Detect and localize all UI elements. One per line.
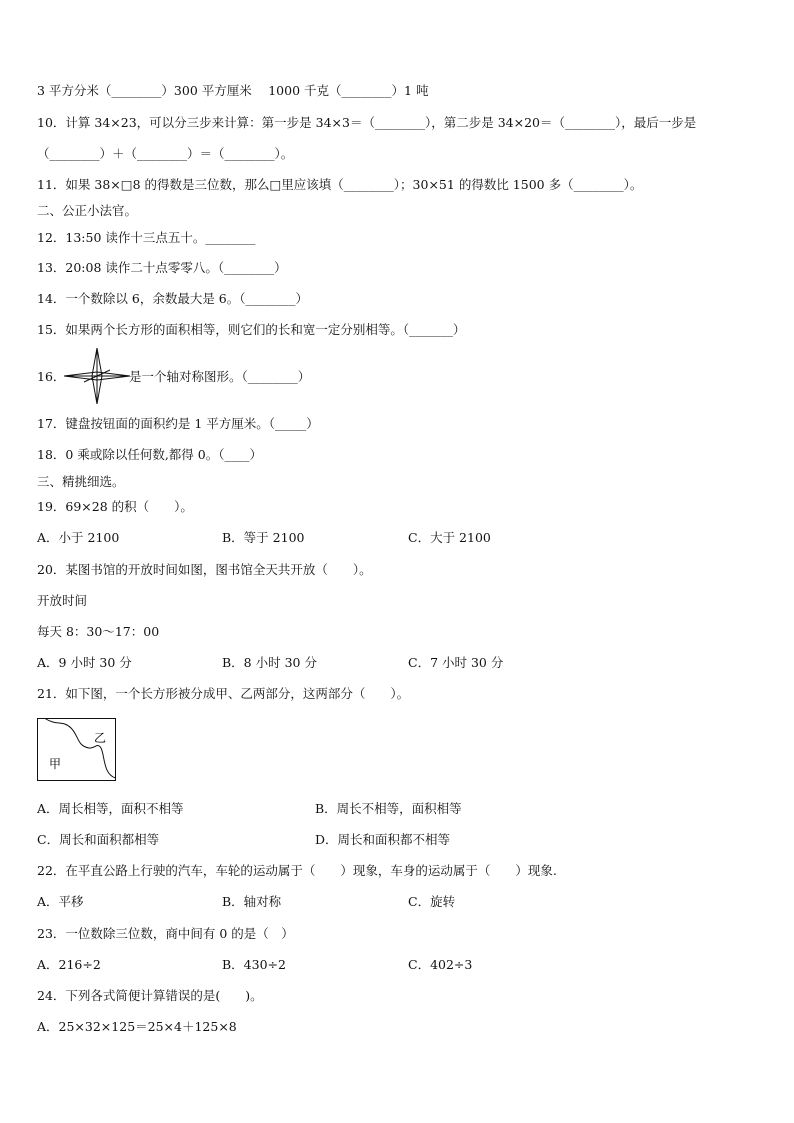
q20-option-a: A．9 小时 30 分 [37, 655, 132, 670]
question-19: 19．69×28 的积（ ）。 [37, 499, 193, 514]
question-13: 13．20:08 读作二十点零零八。（________） [37, 260, 287, 275]
question-24: 24．下列各式简便计算错误的是( )。 [37, 988, 263, 1003]
q20-hours-title: 开放时间 [37, 593, 88, 608]
section-2-heading: 二、公正小法官。 [37, 203, 138, 218]
q21-option-b: B．周长不相等，面积相等 [315, 801, 462, 816]
q23-option-b: B．430÷2 [222, 957, 286, 972]
question-11: 11．如果 38×□8 的得数是三位数，那么□里应该填（________）；30×51 的得数比 1500 多（________）。 [37, 177, 643, 192]
label-jia: 甲 [49, 757, 62, 771]
question-17: 17．键盘按钮面的面积约是 1 平方厘米。（_____） [37, 416, 319, 431]
question-10-line-2: （________）＋（________）＝（________）。 [37, 146, 294, 161]
rectangle-split-figure [37, 718, 117, 782]
q23-option-c: C．402÷3 [408, 957, 473, 972]
question-23: 23．一位数除三位数，商中间有 0 的是（ ） [37, 926, 294, 941]
q22-option-b: B．轴对称 [222, 894, 282, 909]
q24-option-a: A．25×32×125＝25×4＋125×8 [37, 1019, 237, 1034]
question-16-number: 16． [37, 369, 66, 384]
q21-option-d: D．周长和面积都不相等 [315, 832, 451, 847]
question-14: 14．一个数除以 6，余数最大是 6。（________） [37, 291, 309, 306]
q23-option-a: A．216÷2 [37, 957, 101, 972]
q20-option-c: C．7 小时 30 分 [408, 655, 504, 670]
line-unit-conversion: 3 平方分米（________）300 平方厘米 1000 千克（________）1 吨 [37, 83, 429, 98]
q19-option-c: C．大于 2100 [408, 530, 491, 545]
question-18: 18．0 乘或除以任何数,都得 0。（____） [37, 447, 262, 462]
q20-option-b: B．8 小时 30 分 [222, 655, 317, 670]
question-20: 20．某图书馆的开放时间如图，图书馆全天共开放（ ）。 [37, 562, 372, 577]
q19-option-a: A．小于 2100 [37, 530, 120, 545]
q19-option-b: B．等于 2100 [222, 530, 305, 545]
q22-option-c: C．旋转 [408, 894, 456, 909]
pinwheel-figure [64, 348, 130, 404]
question-12: 12．13:50 读作十三点五十。________ [37, 230, 256, 245]
question-16-text: 是一个轴对称图形。（________） [129, 369, 311, 384]
question-10-line-1: 10．计算 34×23，可以分三步来计算：第一步是 34×3＝（________），第二步是 34×20＝（________），最后一步是 [37, 115, 697, 130]
q22-option-a: A．平移 [37, 894, 84, 909]
question-22: 22．在平直公路上行驶的汽车，车轮的运动属于（ ）现象，车身的运动属于（ ）现象. [37, 863, 557, 878]
label-yi: 乙 [94, 731, 107, 745]
section-3-heading: 三、精挑细选。 [37, 474, 125, 489]
question-21: 21．如下图，一个长方形被分成甲、乙两部分，这两部分（ ）。 [37, 686, 410, 701]
q20-hours-value: 每天 8：30～17：00 [37, 624, 160, 639]
q21-option-c: C．周长和面积都相等 [37, 832, 160, 847]
question-15: 15．如果两个长方形的面积相等，则它们的长和宽一定分别相等。（_______） [37, 322, 466, 337]
q21-option-a: A．周长相等，面积不相等 [37, 801, 184, 816]
